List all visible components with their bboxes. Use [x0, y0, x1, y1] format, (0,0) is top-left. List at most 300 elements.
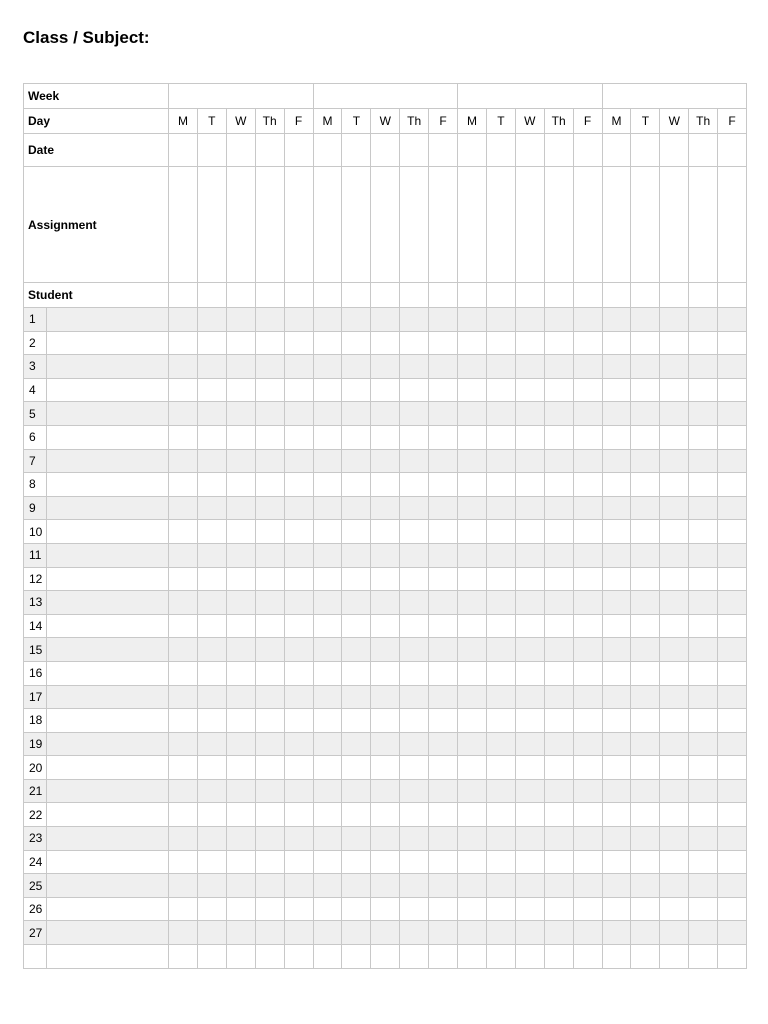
- grade-cell[interactable]: [544, 496, 573, 520]
- grade-cell[interactable]: [255, 803, 284, 827]
- grade-cell[interactable]: [689, 543, 718, 567]
- grade-cell[interactable]: [631, 378, 660, 402]
- grade-cell[interactable]: [631, 567, 660, 591]
- grade-cell[interactable]: [169, 378, 198, 402]
- grade-cell[interactable]: [313, 874, 342, 898]
- grade-cell[interactable]: [458, 850, 487, 874]
- assignment-cell[interactable]: [631, 167, 660, 283]
- grade-cell[interactable]: [400, 756, 429, 780]
- grade-cell[interactable]: [169, 709, 198, 733]
- grade-cell[interactable]: [515, 449, 544, 473]
- week-cell[interactable]: [169, 84, 314, 109]
- grade-cell[interactable]: [718, 425, 747, 449]
- grade-cell[interactable]: [458, 591, 487, 615]
- grade-cell[interactable]: [226, 425, 255, 449]
- grade-cell[interactable]: [169, 402, 198, 426]
- grade-cell[interactable]: [458, 496, 487, 520]
- grade-cell[interactable]: [602, 378, 631, 402]
- grade-cell[interactable]: [255, 308, 284, 332]
- grade-cell[interactable]: [602, 803, 631, 827]
- grade-cell[interactable]: [486, 850, 515, 874]
- grade-cell[interactable]: [313, 591, 342, 615]
- grade-cell[interactable]: [226, 945, 255, 969]
- date-cell[interactable]: [429, 134, 458, 167]
- grade-cell[interactable]: [226, 402, 255, 426]
- grade-cell[interactable]: [689, 425, 718, 449]
- assignment-cell[interactable]: [284, 167, 313, 283]
- student-name-cell[interactable]: [47, 567, 169, 591]
- grade-cell[interactable]: [573, 945, 602, 969]
- grade-cell[interactable]: [602, 591, 631, 615]
- grade-cell[interactable]: [544, 661, 573, 685]
- assignment-cell[interactable]: [486, 167, 515, 283]
- grade-cell[interactable]: [515, 709, 544, 733]
- grade-cell[interactable]: [226, 732, 255, 756]
- grade-cell[interactable]: [371, 850, 400, 874]
- grade-cell[interactable]: [631, 473, 660, 497]
- grade-cell[interactable]: [458, 803, 487, 827]
- grade-cell[interactable]: [169, 945, 198, 969]
- grade-cell[interactable]: [689, 803, 718, 827]
- grade-cell[interactable]: [689, 756, 718, 780]
- grade-cell[interactable]: [197, 732, 226, 756]
- grade-cell[interactable]: [255, 496, 284, 520]
- grade-cell[interactable]: [458, 638, 487, 662]
- grade-cell[interactable]: [486, 803, 515, 827]
- grade-cell[interactable]: [631, 709, 660, 733]
- grade-cell[interactable]: [660, 874, 689, 898]
- grade-cell[interactable]: [342, 897, 371, 921]
- grade-cell[interactable]: [631, 945, 660, 969]
- grade-cell[interactable]: [284, 874, 313, 898]
- student-name-cell[interactable]: [47, 355, 169, 379]
- grade-cell[interactable]: [255, 827, 284, 851]
- grade-cell[interactable]: [660, 945, 689, 969]
- grade-cell[interactable]: [544, 614, 573, 638]
- grade-cell[interactable]: [313, 732, 342, 756]
- grade-cell[interactable]: [486, 355, 515, 379]
- grade-cell[interactable]: [486, 921, 515, 945]
- grade-cell[interactable]: [515, 661, 544, 685]
- grade-cell[interactable]: [631, 355, 660, 379]
- grade-cell[interactable]: [429, 732, 458, 756]
- grade-cell[interactable]: [371, 614, 400, 638]
- grade-cell[interactable]: [284, 827, 313, 851]
- grade-cell[interactable]: [486, 779, 515, 803]
- grade-cell[interactable]: [255, 850, 284, 874]
- grade-cell[interactable]: [486, 402, 515, 426]
- grade-cell[interactable]: [197, 473, 226, 497]
- grade-cell[interactable]: [689, 520, 718, 544]
- student-header-cell[interactable]: [400, 283, 429, 308]
- grade-cell[interactable]: [486, 543, 515, 567]
- grade-cell[interactable]: [371, 945, 400, 969]
- student-header-cell[interactable]: [371, 283, 400, 308]
- grade-cell[interactable]: [631, 308, 660, 332]
- grade-cell[interactable]: [400, 685, 429, 709]
- assignment-cell[interactable]: [255, 167, 284, 283]
- grade-cell[interactable]: [515, 945, 544, 969]
- grade-cell[interactable]: [689, 897, 718, 921]
- grade-cell[interactable]: [544, 520, 573, 544]
- grade-cell[interactable]: [429, 827, 458, 851]
- grade-cell[interactable]: [573, 449, 602, 473]
- grade-cell[interactable]: [197, 709, 226, 733]
- student-header-cell[interactable]: [718, 283, 747, 308]
- grade-cell[interactable]: [486, 945, 515, 969]
- grade-cell[interactable]: [226, 897, 255, 921]
- grade-cell[interactable]: [573, 827, 602, 851]
- grade-cell[interactable]: [197, 850, 226, 874]
- grade-cell[interactable]: [197, 803, 226, 827]
- student-name-cell[interactable]: [47, 756, 169, 780]
- grade-cell[interactable]: [486, 685, 515, 709]
- grade-cell[interactable]: [573, 850, 602, 874]
- student-name-cell[interactable]: [47, 496, 169, 520]
- student-name-cell[interactable]: [47, 850, 169, 874]
- grade-cell[interactable]: [573, 614, 602, 638]
- grade-cell[interactable]: [602, 567, 631, 591]
- grade-cell[interactable]: [718, 638, 747, 662]
- grade-cell[interactable]: [660, 331, 689, 355]
- grade-cell[interactable]: [255, 897, 284, 921]
- student-header-cell[interactable]: [429, 283, 458, 308]
- grade-cell[interactable]: [226, 378, 255, 402]
- grade-cell[interactable]: [255, 779, 284, 803]
- grade-cell[interactable]: [429, 756, 458, 780]
- grade-cell[interactable]: [400, 827, 429, 851]
- grade-cell[interactable]: [226, 756, 255, 780]
- grade-cell[interactable]: [718, 874, 747, 898]
- grade-cell[interactable]: [718, 378, 747, 402]
- grade-cell[interactable]: [169, 591, 198, 615]
- grade-cell[interactable]: [371, 709, 400, 733]
- grade-cell[interactable]: [342, 945, 371, 969]
- grade-cell[interactable]: [660, 803, 689, 827]
- grade-cell[interactable]: [342, 449, 371, 473]
- grade-cell[interactable]: [169, 638, 198, 662]
- grade-cell[interactable]: [169, 614, 198, 638]
- grade-cell[interactable]: [255, 520, 284, 544]
- grade-cell[interactable]: [313, 355, 342, 379]
- grade-cell[interactable]: [544, 827, 573, 851]
- grade-cell[interactable]: [602, 709, 631, 733]
- grade-cell[interactable]: [544, 779, 573, 803]
- grade-cell[interactable]: [544, 709, 573, 733]
- student-name-cell[interactable]: [47, 591, 169, 615]
- grade-cell[interactable]: [689, 685, 718, 709]
- grade-cell[interactable]: [718, 496, 747, 520]
- grade-cell[interactable]: [515, 543, 544, 567]
- grade-cell[interactable]: [429, 921, 458, 945]
- grade-cell[interactable]: [631, 425, 660, 449]
- grade-cell[interactable]: [226, 874, 255, 898]
- student-header-cell[interactable]: [689, 283, 718, 308]
- assignment-cell[interactable]: [169, 167, 198, 283]
- grade-cell[interactable]: [284, 803, 313, 827]
- grade-cell[interactable]: [284, 402, 313, 426]
- grade-cell[interactable]: [197, 897, 226, 921]
- grade-cell[interactable]: [284, 850, 313, 874]
- grade-cell[interactable]: [197, 827, 226, 851]
- grade-cell[interactable]: [342, 779, 371, 803]
- grade-cell[interactable]: [544, 945, 573, 969]
- grade-cell[interactable]: [255, 402, 284, 426]
- grade-cell[interactable]: [458, 425, 487, 449]
- grade-cell[interactable]: [631, 591, 660, 615]
- date-cell[interactable]: [342, 134, 371, 167]
- grade-cell[interactable]: [371, 402, 400, 426]
- grade-cell[interactable]: [429, 591, 458, 615]
- grade-cell[interactable]: [429, 473, 458, 497]
- grade-cell[interactable]: [660, 756, 689, 780]
- grade-cell[interactable]: [169, 567, 198, 591]
- grade-cell[interactable]: [718, 567, 747, 591]
- student-header-cell[interactable]: [602, 283, 631, 308]
- grade-cell[interactable]: [429, 331, 458, 355]
- grade-cell[interactable]: [371, 496, 400, 520]
- assignment-cell[interactable]: [342, 167, 371, 283]
- grade-cell[interactable]: [573, 779, 602, 803]
- grade-cell[interactable]: [718, 850, 747, 874]
- grade-cell[interactable]: [486, 897, 515, 921]
- grade-cell[interactable]: [313, 638, 342, 662]
- grade-cell[interactable]: [169, 803, 198, 827]
- grade-cell[interactable]: [284, 449, 313, 473]
- grade-cell[interactable]: [400, 473, 429, 497]
- grade-cell[interactable]: [602, 496, 631, 520]
- grade-cell[interactable]: [544, 378, 573, 402]
- grade-cell[interactable]: [631, 661, 660, 685]
- date-cell[interactable]: [515, 134, 544, 167]
- grade-cell[interactable]: [197, 874, 226, 898]
- grade-cell[interactable]: [342, 614, 371, 638]
- grade-cell[interactable]: [255, 921, 284, 945]
- grade-cell[interactable]: [602, 331, 631, 355]
- grade-cell[interactable]: [169, 331, 198, 355]
- grade-cell[interactable]: [197, 567, 226, 591]
- date-cell[interactable]: [689, 134, 718, 167]
- grade-cell[interactable]: [515, 591, 544, 615]
- grade-cell[interactable]: [660, 591, 689, 615]
- grade-cell[interactable]: [313, 378, 342, 402]
- grade-cell[interactable]: [400, 543, 429, 567]
- grade-cell[interactable]: [342, 473, 371, 497]
- assignment-cell[interactable]: [544, 167, 573, 283]
- grade-cell[interactable]: [718, 355, 747, 379]
- grade-cell[interactable]: [718, 685, 747, 709]
- grade-cell[interactable]: [226, 308, 255, 332]
- grade-cell[interactable]: [689, 378, 718, 402]
- grade-cell[interactable]: [486, 567, 515, 591]
- grade-cell[interactable]: [689, 921, 718, 945]
- grade-cell[interactable]: [342, 331, 371, 355]
- student-name-cell[interactable]: [47, 449, 169, 473]
- grade-cell[interactable]: [313, 543, 342, 567]
- grade-cell[interactable]: [573, 732, 602, 756]
- date-cell[interactable]: [573, 134, 602, 167]
- grade-cell[interactable]: [631, 921, 660, 945]
- assignment-cell[interactable]: [660, 167, 689, 283]
- grade-cell[interactable]: [255, 591, 284, 615]
- assignment-cell[interactable]: [458, 167, 487, 283]
- grade-cell[interactable]: [255, 614, 284, 638]
- grade-cell[interactable]: [689, 638, 718, 662]
- grade-cell[interactable]: [197, 449, 226, 473]
- grade-cell[interactable]: [631, 874, 660, 898]
- grade-cell[interactable]: [371, 756, 400, 780]
- grade-cell[interactable]: [458, 331, 487, 355]
- grade-cell[interactable]: [342, 520, 371, 544]
- student-name-cell[interactable]: [47, 308, 169, 332]
- grade-cell[interactable]: [226, 331, 255, 355]
- grade-cell[interactable]: [169, 756, 198, 780]
- grade-cell[interactable]: [255, 732, 284, 756]
- grade-cell[interactable]: [400, 921, 429, 945]
- grade-cell[interactable]: [226, 496, 255, 520]
- grade-cell[interactable]: [197, 378, 226, 402]
- student-header-cell[interactable]: [197, 283, 226, 308]
- grade-cell[interactable]: [689, 874, 718, 898]
- grade-cell[interactable]: [429, 378, 458, 402]
- grade-cell[interactable]: [515, 638, 544, 662]
- grade-cell[interactable]: [400, 425, 429, 449]
- grade-cell[interactable]: [718, 402, 747, 426]
- date-cell[interactable]: [226, 134, 255, 167]
- grade-cell[interactable]: [689, 850, 718, 874]
- grade-cell[interactable]: [313, 449, 342, 473]
- grade-cell[interactable]: [255, 378, 284, 402]
- grade-cell[interactable]: [573, 378, 602, 402]
- student-name-cell[interactable]: [47, 921, 169, 945]
- grade-cell[interactable]: [631, 449, 660, 473]
- grade-cell[interactable]: [429, 449, 458, 473]
- student-header-cell[interactable]: [573, 283, 602, 308]
- grade-cell[interactable]: [313, 661, 342, 685]
- student-header-cell[interactable]: [226, 283, 255, 308]
- grade-cell[interactable]: [197, 685, 226, 709]
- grade-cell[interactable]: [458, 567, 487, 591]
- grade-cell[interactable]: [400, 661, 429, 685]
- grade-cell[interactable]: [515, 331, 544, 355]
- grade-cell[interactable]: [544, 473, 573, 497]
- grade-cell[interactable]: [169, 355, 198, 379]
- grade-cell[interactable]: [400, 803, 429, 827]
- date-cell[interactable]: [660, 134, 689, 167]
- grade-cell[interactable]: [400, 897, 429, 921]
- grade-cell[interactable]: [602, 425, 631, 449]
- grade-cell[interactable]: [631, 850, 660, 874]
- grade-cell[interactable]: [429, 638, 458, 662]
- student-name-cell[interactable]: [47, 425, 169, 449]
- grade-cell[interactable]: [226, 779, 255, 803]
- grade-cell[interactable]: [197, 331, 226, 355]
- grade-cell[interactable]: [718, 331, 747, 355]
- grade-cell[interactable]: [660, 308, 689, 332]
- grade-cell[interactable]: [458, 756, 487, 780]
- grade-cell[interactable]: [284, 543, 313, 567]
- assignment-cell[interactable]: [371, 167, 400, 283]
- grade-cell[interactable]: [573, 496, 602, 520]
- grade-cell[interactable]: [689, 661, 718, 685]
- date-cell[interactable]: [284, 134, 313, 167]
- grade-cell[interactable]: [342, 543, 371, 567]
- grade-cell[interactable]: [284, 779, 313, 803]
- date-cell[interactable]: [313, 134, 342, 167]
- grade-cell[interactable]: [197, 756, 226, 780]
- grade-cell[interactable]: [255, 874, 284, 898]
- grade-cell[interactable]: [458, 945, 487, 969]
- grade-cell[interactable]: [660, 709, 689, 733]
- grade-cell[interactable]: [515, 732, 544, 756]
- grade-cell[interactable]: [197, 402, 226, 426]
- grade-cell[interactable]: [515, 803, 544, 827]
- assignment-cell[interactable]: [313, 167, 342, 283]
- grade-cell[interactable]: [718, 732, 747, 756]
- grade-cell[interactable]: [169, 543, 198, 567]
- grade-cell[interactable]: [544, 567, 573, 591]
- grade-cell[interactable]: [255, 756, 284, 780]
- date-cell[interactable]: [169, 134, 198, 167]
- grade-cell[interactable]: [458, 614, 487, 638]
- grade-cell[interactable]: [313, 331, 342, 355]
- student-name-cell[interactable]: [47, 402, 169, 426]
- grade-cell[interactable]: [689, 614, 718, 638]
- grade-cell[interactable]: [660, 685, 689, 709]
- grade-cell[interactable]: [400, 732, 429, 756]
- date-cell[interactable]: [486, 134, 515, 167]
- grade-cell[interactable]: [284, 567, 313, 591]
- grade-cell[interactable]: [429, 308, 458, 332]
- grade-cell[interactable]: [284, 661, 313, 685]
- grade-cell[interactable]: [169, 308, 198, 332]
- grade-cell[interactable]: [255, 473, 284, 497]
- grade-cell[interactable]: [486, 378, 515, 402]
- grade-cell[interactable]: [371, 449, 400, 473]
- grade-cell[interactable]: [197, 543, 226, 567]
- grade-cell[interactable]: [631, 543, 660, 567]
- grade-cell[interactable]: [718, 661, 747, 685]
- grade-cell[interactable]: [689, 449, 718, 473]
- grade-cell[interactable]: [342, 425, 371, 449]
- grade-cell[interactable]: [169, 473, 198, 497]
- grade-cell[interactable]: [689, 355, 718, 379]
- grade-cell[interactable]: [544, 732, 573, 756]
- grade-cell[interactable]: [429, 543, 458, 567]
- grade-cell[interactable]: [573, 638, 602, 662]
- grade-cell[interactable]: [342, 496, 371, 520]
- grade-cell[interactable]: [458, 685, 487, 709]
- grade-cell[interactable]: [313, 473, 342, 497]
- grade-cell[interactable]: [226, 709, 255, 733]
- grade-cell[interactable]: [718, 921, 747, 945]
- grade-cell[interactable]: [313, 709, 342, 733]
- grade-cell[interactable]: [458, 449, 487, 473]
- grade-cell[interactable]: [400, 614, 429, 638]
- student-name-cell[interactable]: [47, 685, 169, 709]
- grade-cell[interactable]: [602, 874, 631, 898]
- grade-cell[interactable]: [400, 402, 429, 426]
- grade-cell[interactable]: [573, 803, 602, 827]
- grade-cell[interactable]: [169, 827, 198, 851]
- grade-cell[interactable]: [544, 449, 573, 473]
- grade-cell[interactable]: [544, 685, 573, 709]
- grade-cell[interactable]: [718, 543, 747, 567]
- grade-cell[interactable]: [284, 591, 313, 615]
- grade-cell[interactable]: [429, 567, 458, 591]
- grade-cell[interactable]: [197, 496, 226, 520]
- grade-cell[interactable]: [486, 638, 515, 662]
